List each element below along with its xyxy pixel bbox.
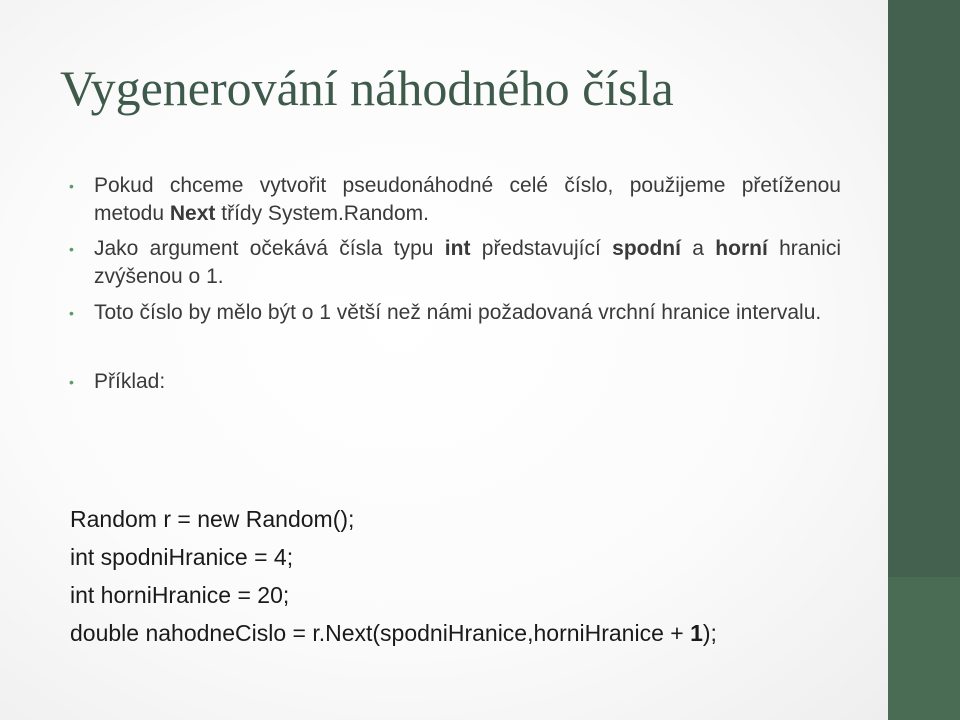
bullet-dot-icon: • <box>69 178 74 194</box>
slide-title: Vygenerování náhodného čísla <box>60 60 674 116</box>
bullet-item <box>69 299 841 327</box>
code-text: double nahodneCislo = r.Next(spodniHranice,horniHranice + <box>70 620 691 646</box>
code-line: int horniHranice = 20; <box>70 582 290 608</box>
bullet-item <box>69 368 841 396</box>
bullet-item <box>69 172 841 228</box>
bullet-text: třídy System.Random. <box>215 202 429 225</box>
bullet-text: a <box>680 237 716 260</box>
bullet-text: Jako argument očekává čísla typu <box>94 237 445 260</box>
code-line <box>70 614 717 652</box>
code-line: Random r = new Random(); <box>70 506 355 532</box>
code-bold-text: 1 <box>690 620 703 646</box>
bullet-text: Pokud chceme vytvořit pseudonáhodné celé číslo, použijeme přetíženou metodu <box>94 174 841 225</box>
bullet-item <box>69 235 841 291</box>
bullet-text: Toto číslo by mělo být o 1 větší než námi požadovaná vrchní hranice intervalu. <box>94 301 822 324</box>
sidebar-accent-dark <box>888 0 960 577</box>
bullet-keyword: int <box>444 237 471 260</box>
bullet-keyword: Next <box>169 202 216 225</box>
bullet-keyword: spodní <box>612 237 681 260</box>
code-text: ); <box>702 620 717 646</box>
bullet-text: Příklad: <box>94 370 166 393</box>
code-line: int spodniHranice = 4; <box>70 544 294 570</box>
bullet-dot-icon: • <box>69 241 74 257</box>
bullet-list <box>69 172 841 396</box>
bullet-text: hranici zvýšenou o 1. <box>94 237 841 288</box>
bullet-keyword: horní <box>715 237 768 260</box>
sidebar-accent-light <box>888 577 960 720</box>
bullet-dot-icon: • <box>69 305 74 321</box>
bullet-dot-icon: • <box>69 374 74 390</box>
bullet-text: představující <box>470 237 613 260</box>
code-example <box>70 500 717 652</box>
